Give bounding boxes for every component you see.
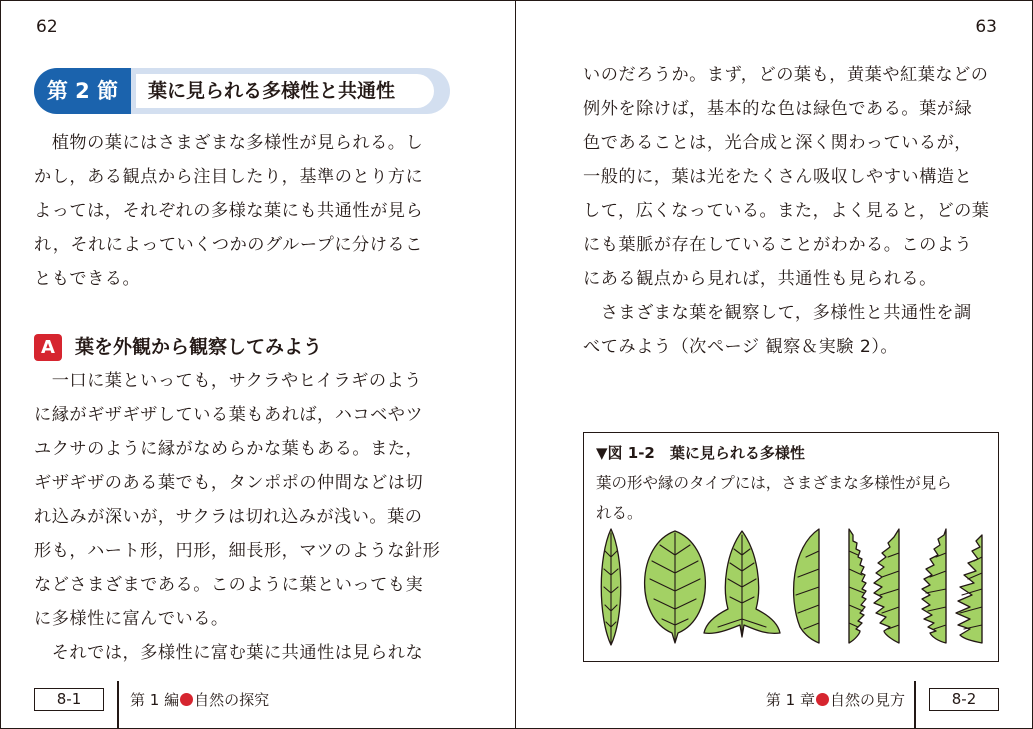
intro-paragraph bbox=[34, 126, 423, 296]
text-line: 植物の葉にはさまざまな多様性が見られる。し bbox=[34, 133, 424, 153]
text-line: それでは，多様性に富む葉に共通性は見られな bbox=[34, 643, 424, 663]
text-line: して，広くなっている。また，よく見ると，どの葉 bbox=[583, 201, 990, 221]
text-line: にも葉脈が存在していることがわかる。このよう bbox=[583, 235, 973, 255]
smooth-margin-leaf-icon bbox=[794, 529, 819, 643]
left-footer-divider bbox=[117, 681, 119, 729]
section-heading bbox=[34, 68, 450, 114]
text-line: に多様性に富んでいる。 bbox=[34, 609, 229, 629]
footer-part-label: 第 1 編 bbox=[130, 691, 180, 709]
figure-box bbox=[583, 432, 999, 662]
double-serrate-leaf-icon bbox=[922, 529, 946, 643]
text-line: 一口に葉といっても，サクラやヒイラギのよう bbox=[34, 371, 422, 391]
serrate-leaf-icon bbox=[874, 529, 899, 643]
right-footer-title bbox=[766, 689, 905, 710]
fine-serrate-leaf-icon bbox=[849, 529, 866, 643]
right-footer-code: 8-2 bbox=[929, 688, 999, 711]
section-number: 第 2 節 bbox=[34, 68, 131, 114]
text-line: べてみよう（次ページ 観察＆実験 2）。 bbox=[583, 337, 899, 357]
text-line: かし，ある観点から注目したり，基準のとり方に bbox=[34, 167, 424, 187]
text-line: いのだろうか。まず，どの葉も，黄葉や紅葉などの bbox=[583, 65, 989, 85]
red-dot-icon bbox=[180, 693, 193, 706]
right-footer-divider bbox=[914, 681, 916, 729]
text-line: 色であることは，光合成と深く関わっているが， bbox=[583, 133, 972, 153]
body-right-paragraph bbox=[583, 58, 989, 364]
left-page-number: 62 bbox=[36, 17, 58, 37]
text-line: 葉の形や縁のタイプには，さまざまな多様性が見ら bbox=[596, 474, 952, 492]
narrow-leaf-icon bbox=[601, 529, 621, 645]
text-line: ギザギザのある葉でも，タンポポの仲間などは切 bbox=[34, 473, 424, 493]
subsection-badge: A bbox=[34, 334, 62, 361]
text-line: さまざまな葉を観察して，多様性と共通性を調 bbox=[583, 303, 972, 323]
text-line: 例外を除けば，基本的な色は緑色である。葉が緑 bbox=[583, 99, 973, 119]
text-line: れ込みが深いが，サクラは切れ込みが浅い。葉の bbox=[34, 507, 423, 527]
text-line: などさまざまである。このように葉といっても実 bbox=[34, 575, 424, 595]
left-footer-title bbox=[130, 689, 269, 710]
text-line: に縁がギザギザしている葉もあれば，ハコベやツ bbox=[34, 405, 424, 425]
footer-title-label: 自然の見方 bbox=[829, 691, 905, 709]
right-page-number: 63 bbox=[975, 17, 997, 37]
text-line: ともできる。 bbox=[34, 269, 141, 289]
footer-part-label: 第 1 章 bbox=[765, 691, 815, 709]
hastate-leaf-icon bbox=[704, 531, 780, 637]
text-line: よっては，それぞれの多様な葉にも共通性が見ら bbox=[34, 201, 424, 221]
section-title: 葉に見られる多様性と共通性 bbox=[136, 74, 434, 108]
footer-title-label: 自然の探究 bbox=[194, 691, 270, 709]
text-line: 一般的に，葉は光をたくさん吸収しやすい構造と bbox=[583, 167, 973, 187]
subsection-title: 葉を外観から観察してみよう bbox=[75, 336, 323, 358]
lobed-leaf-icon bbox=[956, 535, 982, 643]
figure-caption: ▼図 1-2 葉に見られる多様性 bbox=[596, 444, 805, 462]
text-line: ユクサのように縁がなめらかな葉もある。また， bbox=[34, 439, 424, 459]
round-leaf-icon bbox=[645, 531, 706, 643]
page-gutter bbox=[515, 0, 516, 729]
body-left-paragraph bbox=[34, 364, 440, 670]
text-line: にある観点から見れば，共通性も見られる。 bbox=[583, 269, 937, 289]
figure-description bbox=[596, 468, 952, 528]
leaf-illustrations bbox=[594, 527, 990, 647]
text-line: れる。 bbox=[596, 504, 643, 522]
red-dot-icon bbox=[816, 693, 829, 706]
text-line: れ，それによっていくつかのグループに分けるこ bbox=[34, 235, 423, 255]
text-line: 形も，ハート形，円形，細長形，マツのような針形 bbox=[34, 541, 441, 561]
left-footer-code: 8-1 bbox=[34, 688, 104, 711]
